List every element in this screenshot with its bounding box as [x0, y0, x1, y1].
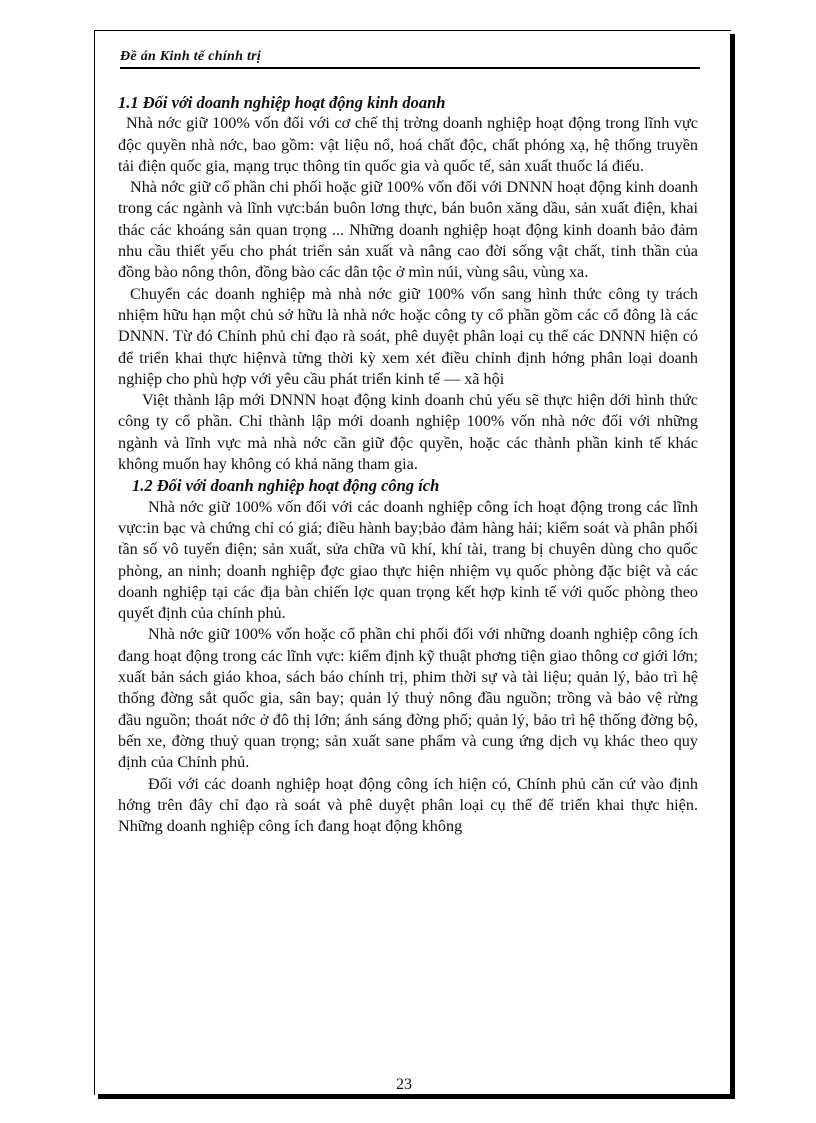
page-number: 23 — [396, 1076, 412, 1093]
paragraph: Nhà nớc giữ 100% vốn đối với các doanh nghiệp công ích hoạt động trong các lĩnh vực:in bạc và chứng chỉ có giá; điều hành bay;bảo đảm hàng hải; kiểm soát và phân phối tần số vô tuyến điện; sản xuất, sửa chữa vũ khí, khí tài, trang bị chuyên dùng cho quốc phòng, an ninh; doanh nghiệp đợc giao thực hiện nhiệm vụ quốc phòng đặc biệt và các doanh nghiệp tại các địa bàn chiến lợc quan trọng kết hợp kinh tế với quốc phòng theo quyết định của chính phủ. — [118, 497, 698, 623]
document-body — [118, 92, 698, 837]
page-header — [120, 45, 700, 69]
paragraph: Nhà nớc giữ 100% vốn hoặc cổ phần chi phối đối với những doanh nghiệp công ích đang hoạt động trong các lĩnh vực: kiểm định kỹ thuật phơng tiện giao thông cơ giới lớn; xuất bản sách giáo khoa, sách báo chính trị, phim thời sự và tài liệu; quản lý, bảo trì hệ thống đờng sắt quốc gia, sân bay; quản lý thuỷ nông đầu nguồn; trồng và bảo vệ rừng đầu nguồn; thoát nớc ở đô thị lớn; ánh sáng đờng phố; quản lý, bảo trì hệ thống đờng bộ, bến xe, đờng thuỷ quan trọng; sản xuất sane phẩm và cung ứng dịch vụ khác theo quy định của Chính phủ. — [118, 625, 698, 772]
paragraph: Chuyển các doanh nghiệp mà nhà nớc giữ 100% vốn sang hình thức công ty trách nhiệm hữu hạn một chủ sở hữu là nhà nớc hoặc công ty cổ phần gồm các cổ đông là các DNNN. Từ đó Chính phủ chỉ đạo rà soát, phê duyệt phân loại cụ thể các DNNN hiện có để triển khai thực hiệnvà từng thời kỳ xem xét điều chỉnh định hớng phân loại doanh nghiệp cho phù hợp với yêu cầu phát triển kinh tế — xã hội — [118, 284, 698, 388]
page-shadow-bottom — [98, 1094, 735, 1099]
paragraph: Nhà nớc giữ 100% vốn đối với cơ chế thị trờng doanh nghiệp hoạt động trong lĩnh vực độc quyền nhà nớc, bao gồm: vật liệu nổ, hoá chất độc, chất phóng xạ, hệ thống truyền tải điện quốc gia, mạng trục thông tin quốc gia và quốc tế, sản xuất thuốc lá điếu. — [118, 114, 698, 175]
section-heading-1-1: 1.1 Đối với doanh nghiệp hoạt động kinh doanh — [118, 93, 446, 112]
paragraph: Việt thành lập mới DNNN hoạt động kinh doanh chủ yếu sẽ thực hiện dới hình thức công ty cổ phần. Chỉ thành lập mới doanh nghiệp 100% vốn nhà nớc đối với những ngành và lĩnh vực mà nhà nớc cần giữ độc quyền, hoặc các thành phần kinh tế khác không muốn hay không có khả năng tham gia. — [118, 391, 698, 474]
header-title: Đề án Kinh tế chính trị — [120, 49, 262, 64]
paragraph: Nhà nớc giữ cổ phần chi phối hoặc giữ 100% vốn đối với DNNN hoạt động kinh doanh trong các ngành và lĩnh vực:bán buôn lơng thực, bán buôn xăng dầu, sản xuất điện, khai thác các khoáng sản quan trọng ... Những doanh nghiệp hoạt động kinh doanh bảo đảm nhu cầu thiết yếu cho phát triển sản xuất và nâng cao đời sống vật chất, tinh thần của đồng bào nông thôn, đồng bào các dân tộc ở mìn núi, vùng sâu, vùng xa. — [118, 178, 698, 282]
page-shadow-right — [730, 34, 735, 1099]
section-heading-1-2: 1.2 Đối với doanh nghiệp hoạt động công ích — [132, 476, 440, 496]
paragraph: Đối với các doanh nghiệp hoạt động công ích hiện có, Chính phủ căn cứ vào định hớng trên đây chỉ đạo rà soát và phê duyệt phân loại cụ thể để triển khai thực hiện. Những doanh nghiệp công ích đang hoạt động không — [118, 774, 698, 836]
